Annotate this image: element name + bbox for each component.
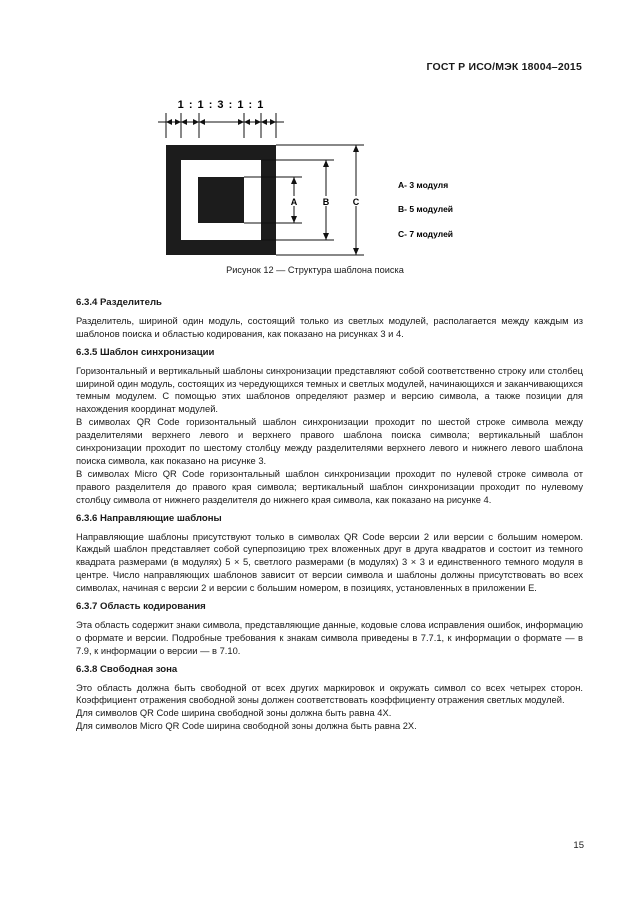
dimension-label-a: A bbox=[290, 197, 298, 207]
paragraph: Это область должна быть свободной от всех других маркировок и окружать символ со всех четырех сторон. Коэффициент отражения свободной зоны должен соответствовать коэффициенту отражения светлых модулей. bbox=[76, 682, 583, 706]
section-6-3-6 bbox=[76, 513, 583, 595]
ratio-dimension-lines bbox=[158, 113, 284, 138]
section-heading: 6.3.7 Область кодирования bbox=[76, 601, 206, 613]
document-header: ГОСТ Р ИСО/МЭК 18004–2015 bbox=[426, 61, 582, 73]
dimension-label-b: B bbox=[322, 197, 330, 207]
page-number: 15 bbox=[573, 840, 584, 851]
section-6-3-4 bbox=[76, 297, 583, 341]
section-heading: 6.3.6 Направляющие шаблоны bbox=[76, 512, 222, 524]
section-heading: 6.3.4 Разделитель bbox=[76, 297, 162, 308]
legend-item-a: A- 3 модуля bbox=[398, 180, 449, 190]
section-heading: 6.3.5 Шаблон синхронизации bbox=[76, 346, 215, 358]
section-6-3-7 bbox=[76, 601, 583, 658]
ratio-label: 1 : 1 : 3 : 1 : 1 bbox=[177, 99, 265, 111]
legend-item-c: C- 7 модулей bbox=[398, 229, 454, 239]
finder-inner-square bbox=[198, 177, 244, 223]
legend-item-b: B- 5 модулей bbox=[398, 204, 454, 214]
paragraph: Горизонтальный и вертикальный шаблоны синхронизации представляют собой соответственно строку или столбец шириной один модуль, состоящих из чередующихся темных и светлых модулей, начинающихся и заканчивающихся темным модулем. С помощью этих шаблонов определяют размер и версию символа, а также позиции для нахождения координат модулей. bbox=[76, 365, 583, 415]
finder-pattern-figure bbox=[0, 0, 630, 280]
section-heading: 6.3.8 Свободная зона bbox=[76, 663, 178, 675]
paragraph: Для символов Micro QR Code ширина свободной зоны должна быть равна 2X. bbox=[76, 721, 417, 732]
figure-caption: Рисунок 12 — Структура шаблона поиска bbox=[226, 265, 404, 275]
dimension-label-c: C bbox=[352, 197, 360, 207]
paragraph: Разделитель, шириной один модуль, состоящий только из светлых модулей, располагается между каждым из шаблонов поиска и областью кодирования, как показано на рисунках 3 и 4. bbox=[76, 315, 583, 339]
paragraph: Эта область содержит знаки символа, представляющие данные, кодовые слова исправления ошибок, информацию о формате и версии. Подробные требования к знакам символа приведены в 7.7.1, к информации о формате — в 7.9, к информации о версии — в 7.10. bbox=[76, 619, 583, 656]
paragraph: В символах QR Code горизонтальный шаблон синхронизации проходит по шестой строке символа между разделителями верхнего левого и верхнего правого шаблона поиска символа; вертикальный шаблон синхронизации проходит по шестому столбцу между разделителями верхнего левого и нижнего левого шаблона поиска символа, как показано на рисунке 3. bbox=[76, 417, 583, 466]
paragraph: Направляющие шаблоны присутствуют только в символах QR Code версии 2 или версии с большим номером. Каждый шаблон представляет собой суперпозицию трех вложенных друг в друга квадратов и состоит из темного квадрата размерами (в модулях) 5 × 5, светлого размерами (в модулях) 3 × 3 и единственного темного модуля в центре. Число направляющих шаблонов зависит от версии символа и шаблоны должны присутствовать во всех символах, начиная с версии 2 и версии с большим номером, в позициях, установленных в приложении Е. bbox=[76, 531, 583, 594]
section-6-3-8 bbox=[76, 664, 583, 734]
document-body bbox=[76, 297, 583, 739]
section-6-3-5 bbox=[76, 347, 583, 507]
paragraph: В символах Micro QR Code горизонтальный шаблон синхронизации проходит по нулевой строке символа от правого разделителя до правого края символа; вертикальный шаблон синхронизации проходит по нулевому столбцу символа от нижнего разделителя до нижнего края символа, как показано на рисунке 4. bbox=[76, 468, 583, 505]
paragraph: Для символов QR Code ширина свободной зоны должна быть равна 4X. bbox=[76, 708, 392, 719]
